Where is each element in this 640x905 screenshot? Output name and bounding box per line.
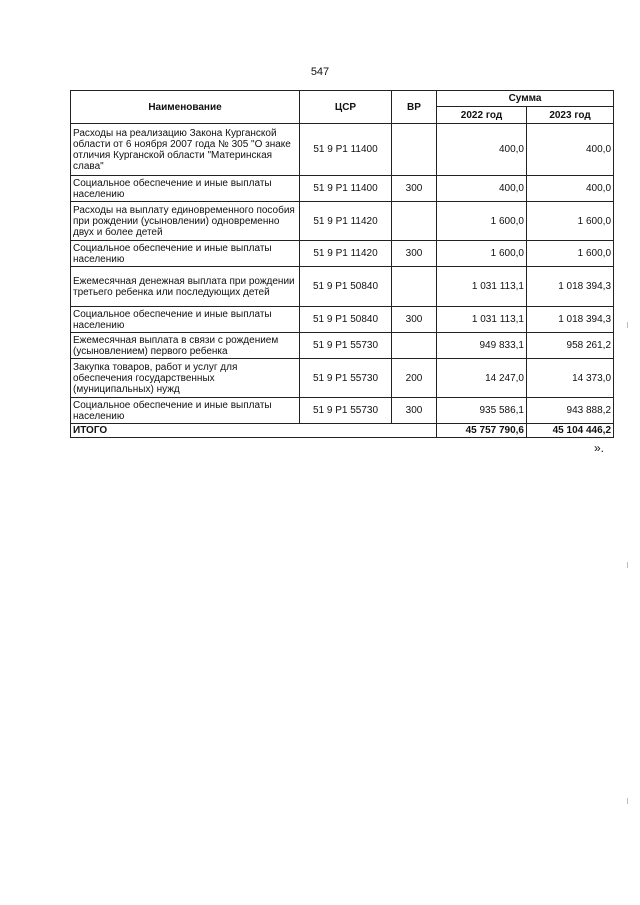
row-csr: 51 9 Р1 55730 <box>300 398 392 424</box>
row-name: Расходы на реализацию Закона Курганской области от 6 ноября 2007 года № 305 "О знаке отличия Курганской области "Материнская слава" <box>71 124 300 176</box>
budget-table <box>70 90 614 438</box>
header-year-2022: 2022 год <box>437 107 527 124</box>
row-amount-2023: 1 600,0 <box>527 202 614 241</box>
row-csr: 51 9 Р1 50840 <box>300 267 392 307</box>
scan-artifact <box>627 798 628 804</box>
row-csr: 51 9 Р1 11420 <box>300 241 392 267</box>
row-vr: 200 <box>392 359 437 398</box>
row-amount-2022: 1 031 113,1 <box>437 267 527 307</box>
row-name: Расходы на выплату единовременного пособия при рождении (усыновлении) одновременно двух и более детей <box>71 202 300 241</box>
row-amount-2022: 1 031 113,1 <box>437 307 527 333</box>
row-amount-2022: 14 247,0 <box>437 359 527 398</box>
row-name: Социальное обеспечение и иные выплаты населению <box>71 176 300 202</box>
row-csr: 51 9 Р1 11400 <box>300 176 392 202</box>
header-vr: ВР <box>392 91 437 124</box>
row-amount-2022: 935 586,1 <box>437 398 527 424</box>
row-amount-2023: 1 600,0 <box>527 241 614 267</box>
table-row <box>71 267 614 307</box>
row-csr: 51 9 Р1 11420 <box>300 202 392 241</box>
total-2023: 45 104 446,2 <box>527 424 614 438</box>
table-row <box>71 333 614 359</box>
row-name: Ежемесячная денежная выплата при рождении третьего ребенка или последующих детей <box>71 267 300 307</box>
total-label: ИТОГО <box>71 424 437 438</box>
row-vr: 300 <box>392 307 437 333</box>
row-csr: 51 9 Р1 11400 <box>300 124 392 176</box>
row-amount-2022: 949 833,1 <box>437 333 527 359</box>
row-amount-2023: 943 888,2 <box>527 398 614 424</box>
row-amount-2023: 1 018 394,3 <box>527 307 614 333</box>
table-row <box>71 176 614 202</box>
total-row <box>71 424 614 438</box>
table-row <box>71 307 614 333</box>
row-vr <box>392 267 437 307</box>
header-name: Наименование <box>71 91 300 124</box>
row-amount-2023: 400,0 <box>527 176 614 202</box>
scan-artifact <box>627 322 628 328</box>
page-number: 547 <box>310 66 330 78</box>
row-vr <box>392 202 437 241</box>
row-vr: 300 <box>392 398 437 424</box>
table-row <box>71 241 614 267</box>
row-amount-2022: 400,0 <box>437 124 527 176</box>
row-amount-2023: 400,0 <box>527 124 614 176</box>
total-2022: 45 757 790,6 <box>437 424 527 438</box>
table-row <box>71 359 614 398</box>
header-sum: Сумма <box>437 91 614 107</box>
table-row <box>71 202 614 241</box>
row-amount-2022: 1 600,0 <box>437 202 527 241</box>
row-amount-2023: 958 261,2 <box>527 333 614 359</box>
row-name: Ежемесячная выплата в связи с рождением (усыновлением) первого ребенка <box>71 333 300 359</box>
row-vr <box>392 124 437 176</box>
header-year-2023: 2023 год <box>527 107 614 124</box>
row-csr: 51 9 Р1 55730 <box>300 359 392 398</box>
row-name: Социальное обеспечение и иные выплаты населению <box>71 398 300 424</box>
header-csr: ЦСР <box>300 91 392 124</box>
row-csr: 51 9 Р1 55730 <box>300 333 392 359</box>
row-vr: 300 <box>392 176 437 202</box>
closing-quote-mark: ». <box>594 441 605 455</box>
row-vr <box>392 333 437 359</box>
scan-artifact <box>627 562 628 568</box>
row-amount-2023: 1 018 394,3 <box>527 267 614 307</box>
table-row <box>71 398 614 424</box>
row-vr: 300 <box>392 241 437 267</box>
row-csr: 51 9 Р1 50840 <box>300 307 392 333</box>
row-name: Социальное обеспечение и иные выплаты населению <box>71 307 300 333</box>
row-name: Закупка товаров, работ и услуг для обеспечения государственных (муниципальных) нужд <box>71 359 300 398</box>
row-amount-2022: 1 600,0 <box>437 241 527 267</box>
row-amount-2022: 400,0 <box>437 176 527 202</box>
table-row <box>71 124 614 176</box>
row-name: Социальное обеспечение и иные выплаты населению <box>71 241 300 267</box>
row-amount-2023: 14 373,0 <box>527 359 614 398</box>
